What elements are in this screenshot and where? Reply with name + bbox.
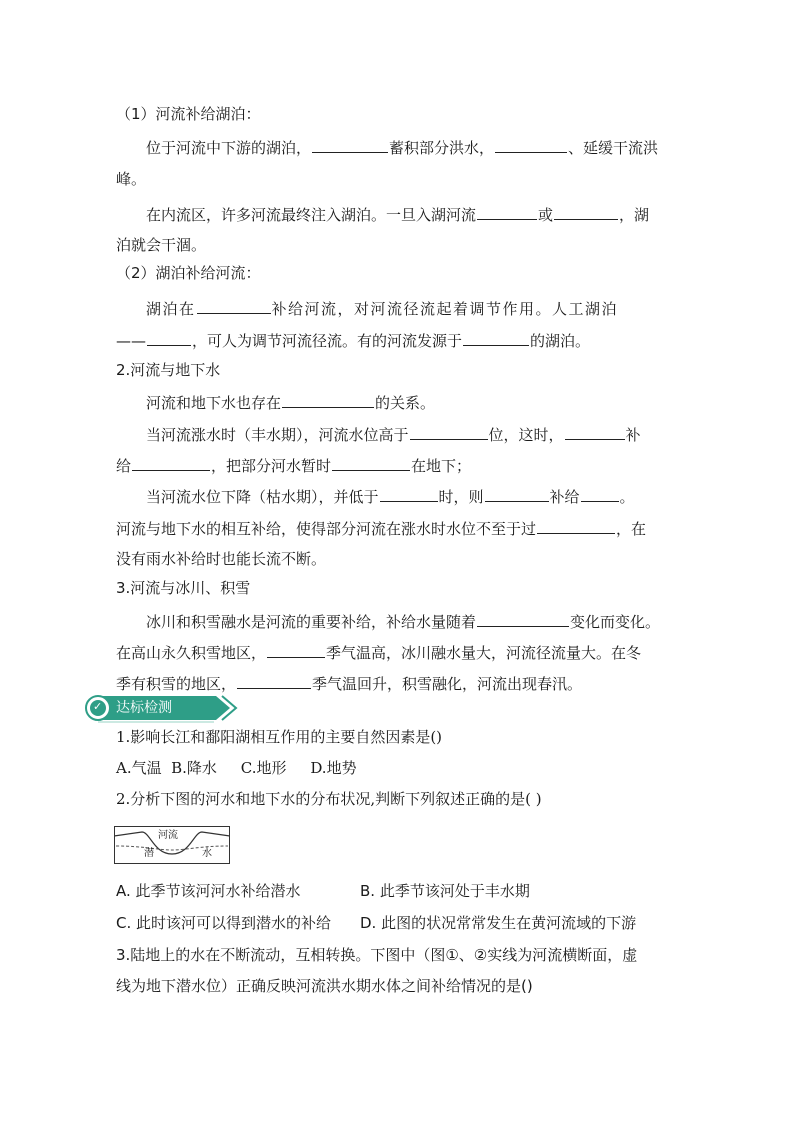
paragraph-line: 河流与地下水的相互补给，使得部分河流在涨水时水位不至于过 ，在: [116, 520, 647, 538]
paragraph-line: 位于河流中下游的湖泊， 蓄积部分洪水， 、延缓干流洪: [146, 139, 659, 157]
section-banner: [84, 692, 244, 724]
paragraph-line: 湖泊在 补给河流，对河流径流起着调节作用。人工湖泊: [146, 300, 619, 318]
answer-blank[interactable]: [282, 392, 374, 408]
paragraph-line: 季有积雪的地区， 季气温回升，积雪融化，河流出现春汛。: [116, 675, 583, 693]
paragraph-line: 当河流涨水时（丰水期），河流水位高于 位，这时， 补: [146, 426, 641, 444]
paragraph-line: 在高山永久积雪地区， 季气温高，冰川融水量大，河流径流量大。在冬: [116, 644, 642, 662]
answer-blank[interactable]: [565, 424, 625, 440]
answer-blank[interactable]: [495, 137, 567, 153]
answer-blank[interactable]: [477, 611, 569, 627]
paragraph-line: 峰。: [116, 170, 147, 188]
answer-blank[interactable]: [485, 486, 549, 502]
paragraph-line: 没有雨水补给时也能长流不断。: [116, 550, 327, 568]
question-2-option-b: B. 此季节该河处于丰水期: [360, 882, 530, 900]
answer-blank[interactable]: [581, 486, 619, 502]
question-2-option-a: A. 此季节该河河水补给潜水: [116, 882, 301, 900]
paragraph-line: 冰川和积雪融水是河流的重要补给，补给水量随着 变化而变化。: [146, 613, 661, 631]
heading-river-glacier: 3.河流与冰川、积雪: [116, 579, 251, 597]
answer-blank[interactable]: [237, 673, 311, 689]
paragraph-line: —— ，可人为调节河流径流。有的河流发源于 的湖泊。: [116, 332, 591, 350]
question-3-line-1: 3.陆地上的水在不断流动，互相转换。下图中（图①、②实线为河流横断面，虚: [116, 946, 638, 964]
answer-blank[interactable]: [554, 204, 618, 220]
paragraph-line: 泊就会干涸。: [116, 236, 207, 254]
figure-label-water: 水: [202, 848, 212, 859]
answer-blank[interactable]: [312, 137, 388, 153]
paragraph-line: 当河流水位下降（枯水期），并低于 时，则 补给 。: [146, 488, 635, 506]
banner-label: 达标检测: [116, 700, 172, 716]
answer-blank[interactable]: [147, 330, 191, 346]
paragraph-line: 河流和地下水也存在 的关系。: [146, 394, 436, 412]
figure-label-ground: 潜: [144, 848, 154, 859]
answer-blank[interactable]: [380, 486, 438, 502]
check-icon: ✓: [93, 700, 103, 713]
answer-blank[interactable]: [332, 455, 410, 471]
paragraph-line: 在内流区，许多河流最终注入湖泊。一旦入湖河流 或 ，湖: [146, 206, 650, 224]
river-groundwater-figure: [114, 826, 230, 864]
question-2-stem: 2.分析下图的河水和地下水的分布状况,判断下列叙述正确的是( ): [116, 790, 542, 808]
answer-blank[interactable]: [197, 298, 271, 314]
question-3-line-2: 线为地下潜水位）正确反映河流洪水期水体之间补给情况的是(): [116, 977, 533, 995]
heading-river-to-lake: （1）河流补给湖泊：: [116, 105, 261, 123]
paragraph-line: 给 ，把部分河水暂时 在地下；: [116, 457, 472, 475]
heading-river-groundwater: 2.河流与地下水: [116, 361, 221, 379]
answer-blank[interactable]: [410, 424, 488, 440]
answer-blank[interactable]: [132, 455, 210, 471]
question-2-option-c: C. 此时该河可以得到潜水的补给: [116, 914, 332, 932]
answer-blank[interactable]: [477, 204, 537, 220]
answer-blank[interactable]: [267, 642, 325, 658]
question-2-option-d: D. 此图的状况常常发生在黄河流域的下游: [360, 914, 637, 932]
heading-lake-to-river: （2）湖泊补给河流：: [116, 264, 261, 282]
figure-label-river: 河流: [158, 830, 178, 841]
answer-blank[interactable]: [537, 518, 615, 534]
question-1-stem: 1.影响长江和鄱阳湖相互作用的主要自然因素是(): [116, 728, 443, 746]
question-1-options: A.气温 B.降水 C.地形 D.地势: [116, 759, 357, 777]
answer-blank[interactable]: [463, 330, 529, 346]
